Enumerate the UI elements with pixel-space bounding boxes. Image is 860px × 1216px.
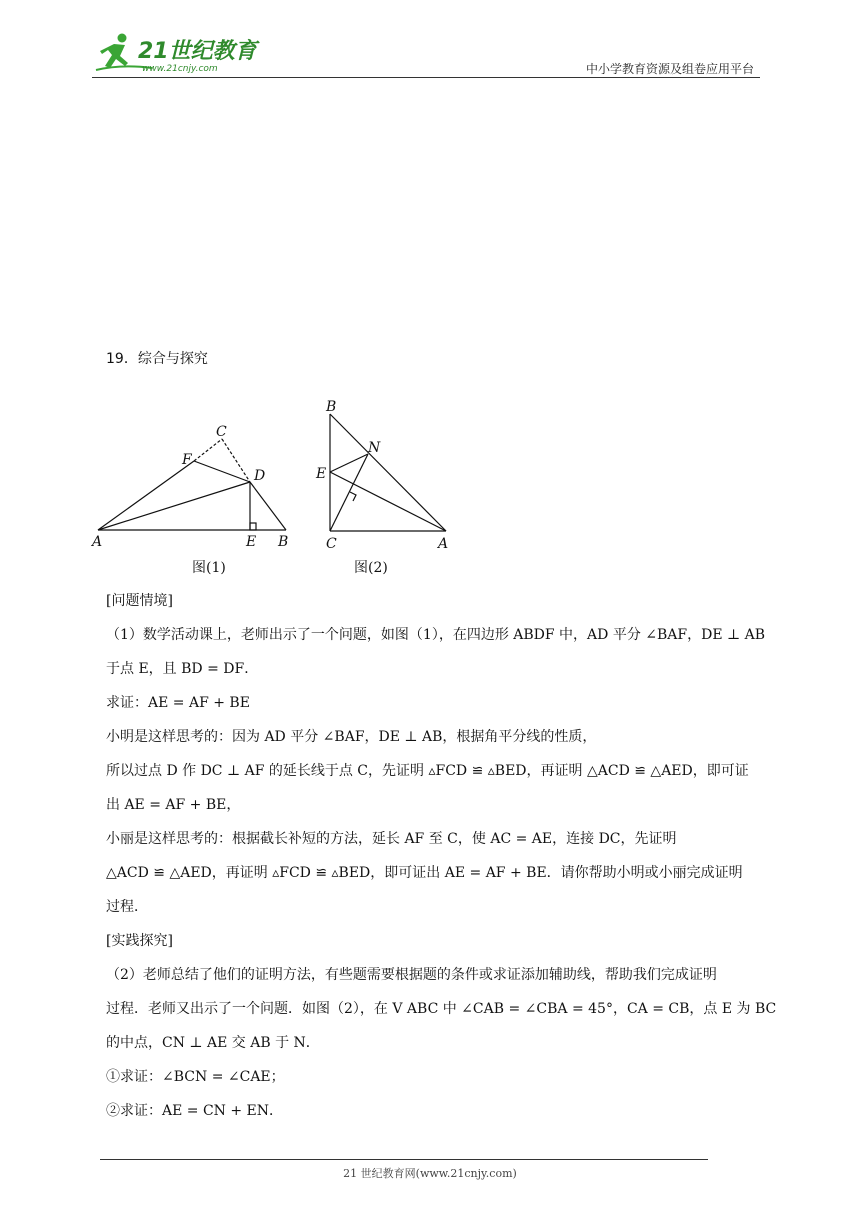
practice-text-line-5: ②求证：AE = CN + EN． — [106, 1103, 284, 1119]
problem-text-line-9: 过程． — [106, 899, 148, 915]
problem-text-line-1: （1）数学活动课上，老师出示了一个问题，如图（1），在四边形 ABDF 中，AD 平分 ∠BAF，DE ⊥ AB — [106, 627, 766, 643]
practice-text-line-4: ①求证：∠BCN = ∠CAE； — [106, 1069, 285, 1085]
fig2-label-c: C — [326, 536, 337, 552]
figure-1 — [98, 439, 286, 530]
practice-text-line-1: （2）老师总结了他们的证明方法，有些题需要根据题的条件或求证添加辅助线，帮助我们完成证明 — [106, 967, 717, 983]
problem-text-line-3: 求证：AE = AF + BE — [106, 695, 250, 711]
problem-text-line-5: 所以过点 D 作 DC ⊥ AF 的延长线于点 C，先证明 ▵FCD ≌ ▵BED，再证明 △ACD ≌ △AED，即可证 — [106, 763, 749, 779]
figure-2 — [330, 414, 446, 531]
fig1-label-f: F — [182, 452, 192, 468]
section-heading-practice: [实践探究] — [106, 933, 173, 949]
fig1-label-c: C — [216, 424, 227, 440]
page-header — [92, 30, 760, 78]
problem-text-line-7: 小丽是这样思考的：根据截长补短的方法，延长 AF 至 C，使 AC = AE，连接 DC，先证明 — [106, 831, 677, 847]
logo — [92, 30, 267, 76]
figure-2-labels — [315, 399, 448, 552]
fig2-label-n: N — [368, 440, 381, 456]
figures — [92, 374, 760, 584]
problem-text-line-8: △ACD ≌ △AED，再证明 ▵FCD ≌ ▵BED，即可证出 AE = AF + BE．请你帮助小明或小丽完成证明 — [106, 865, 743, 881]
logo-url: www.21cnjy.com — [142, 64, 218, 74]
geometry-figures — [92, 374, 496, 584]
footer-divider — [100, 1159, 708, 1160]
fig2-label-e: E — [316, 466, 327, 482]
header-tagline: 中小学教育资源及组卷应用平台 — [585, 62, 754, 76]
fig1-label-b: B — [278, 534, 289, 550]
fig1-label-d: D — [254, 468, 266, 484]
logo-text: 21世纪教育 — [138, 39, 257, 64]
fig1-label-a: A — [92, 534, 103, 550]
fig1-label-e: E — [246, 534, 257, 550]
header-divider — [92, 77, 760, 78]
figure-1-labels — [90, 424, 288, 550]
fig2-caption: 图(2) — [354, 560, 388, 576]
fig2-label-a: A — [438, 536, 449, 552]
question-19 — [92, 342, 777, 1128]
fig1-caption: 图(1) — [192, 560, 226, 576]
section-heading-problem: [问题情境] — [106, 593, 173, 609]
practice-text-line-2: 过程．老师又出示了一个问题．如图（2），在 V ABC 中 ∠CAB = ∠CBA = 45°，CA = CB，点 E 为 BC — [106, 1001, 777, 1017]
footer-text: 21 世纪教育网(www.21cnjy.com) — [343, 1167, 517, 1180]
problem-text-line-6: 出 AE = AF + BE， — [106, 797, 241, 813]
question-title: 19．综合与探究 — [106, 351, 208, 367]
practice-text-line-3: 的中点，CN ⊥ AE 交 AB 于 N． — [106, 1035, 320, 1051]
problem-text-line-2: 于点 E，且 BD = DF． — [106, 661, 259, 677]
problem-text-line-4: 小明是这样思考的：因为 AD 平分 ∠BAF，DE ⊥ AB，根据角平分线的性质， — [106, 729, 597, 745]
fig2-label-b: B — [326, 399, 337, 415]
